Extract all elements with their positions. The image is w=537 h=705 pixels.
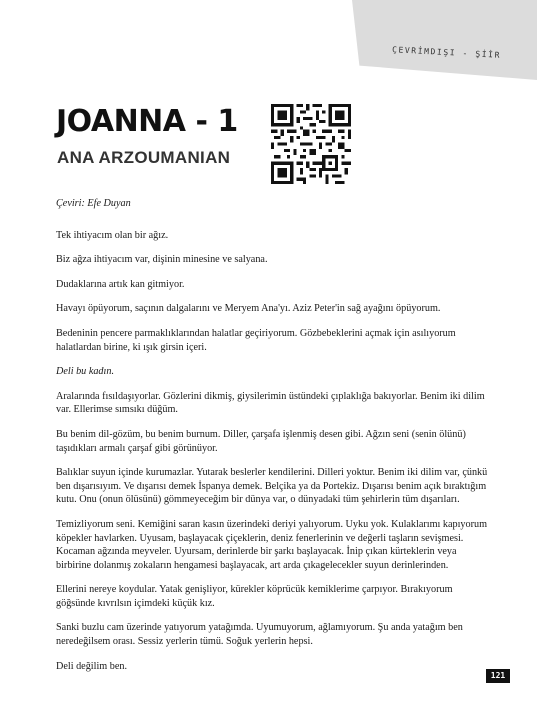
- paragraph: Tek ihtiyacım olan bir ağız.: [56, 229, 169, 241]
- paragraph: Deli değilim ben.: [56, 660, 128, 672]
- paragraph: Sanki buzlu cam üzerinde yatıyorum yatağımda. Uyumuyorum, ağlamıyorum. Şu anda yatağım ben neredeğilsem orası. Sessiz yerlerin tümü. Soğuk yerlerin hepsi.: [56, 622, 463, 648]
- paragraph: Aralarında fısıldaşıyorlar. Gözlerini dikmiş, giysilerimin üstündeki çıplaklığa bakıyorlar. Benim iki dilim var. Ellerimse sımsıkı düğüm.: [56, 390, 485, 416]
- section-tab: [352, 0, 537, 80]
- section-label: ÇEVRİMDIŞI - ŞİİR: [391, 45, 502, 60]
- paragraph: Ellerini nereye koydular. Yatak genişliyor, kürekler köprücük kemiklerime çarpıyor. Bırakıyorum göğsünde kıvrılsın içimdeki küçük kız.: [56, 584, 453, 609]
- paragraph: Deli bu kadın.: [56, 366, 115, 378]
- paragraph: Balıklar suyun içinde kurumazlar. Yutarak beslerler kendilerini. Dilleri yoktur. Benim iki dilim var, çünkü ben dışarısıyım. Ve dışarısı demek İspanya demek. Belçika ya da Portekiz. Dışarısı benim açık bıraktığım kutu. Onu (onun ölüsünü) gömmeyeceğim bir dünya var, o dünyadaki tüm şehirlerin tüm dışarıları.: [56, 467, 488, 506]
- paragraph: Havayı öpüyorum, saçının dalgalarını ve Meryem Ana'yı. Aziz Peter'in sağ ayağını öpüyorum.: [56, 303, 441, 315]
- paragraph: Dudaklarına artık kan gitmiyor.: [56, 278, 185, 290]
- article-author: ANA ARZOUMANIAN: [57, 148, 231, 167]
- article-body: [56, 197, 490, 684]
- paragraph: Bedeninin pencere parmaklıklarından halatlar geçiriyorum. Gözbebeklerini açmak için asılıyorum halatlardan birine, ki ışık girsin içeri.: [56, 327, 456, 353]
- qr-code-icon: [271, 104, 351, 184]
- translator-credit: Çeviri: Efe Duyan: [56, 198, 131, 209]
- paragraph: Temizliyorum seni. Kemiğini saran kasın üzerindeki deriyi yalıyorum. Uyku yok. Kulaklarımı kapıyorum köpekler havlarken. Uyusam, başlayacak çiçeklerin, deniz fenerlerinin ve değerli taşların sevişmesi. Kocaman ağzında meyveler. Uyursam, derinlerde bir şarkı başlayacak. İnip çıkan kürteklerin veya birbirine dolanmış zokaların hengamesi başlayacak, art arda çıkagelecekler suyun derinlerinden.: [56, 518, 488, 571]
- page-number: 121: [486, 669, 510, 683]
- paragraph: Bu benim dil-gözüm, bu benim burnum. Diller, çarşafa işlenmiş desen gibi. Ağzın seni (senin ölünü) taşıdıkları armalı çarşaf gibi görünüyor.: [56, 428, 466, 454]
- article-title: JOANNA - 1: [56, 104, 238, 139]
- paragraph: Biz ağza ihtiyacım var, dişinin minesine ve salyana.: [56, 254, 268, 266]
